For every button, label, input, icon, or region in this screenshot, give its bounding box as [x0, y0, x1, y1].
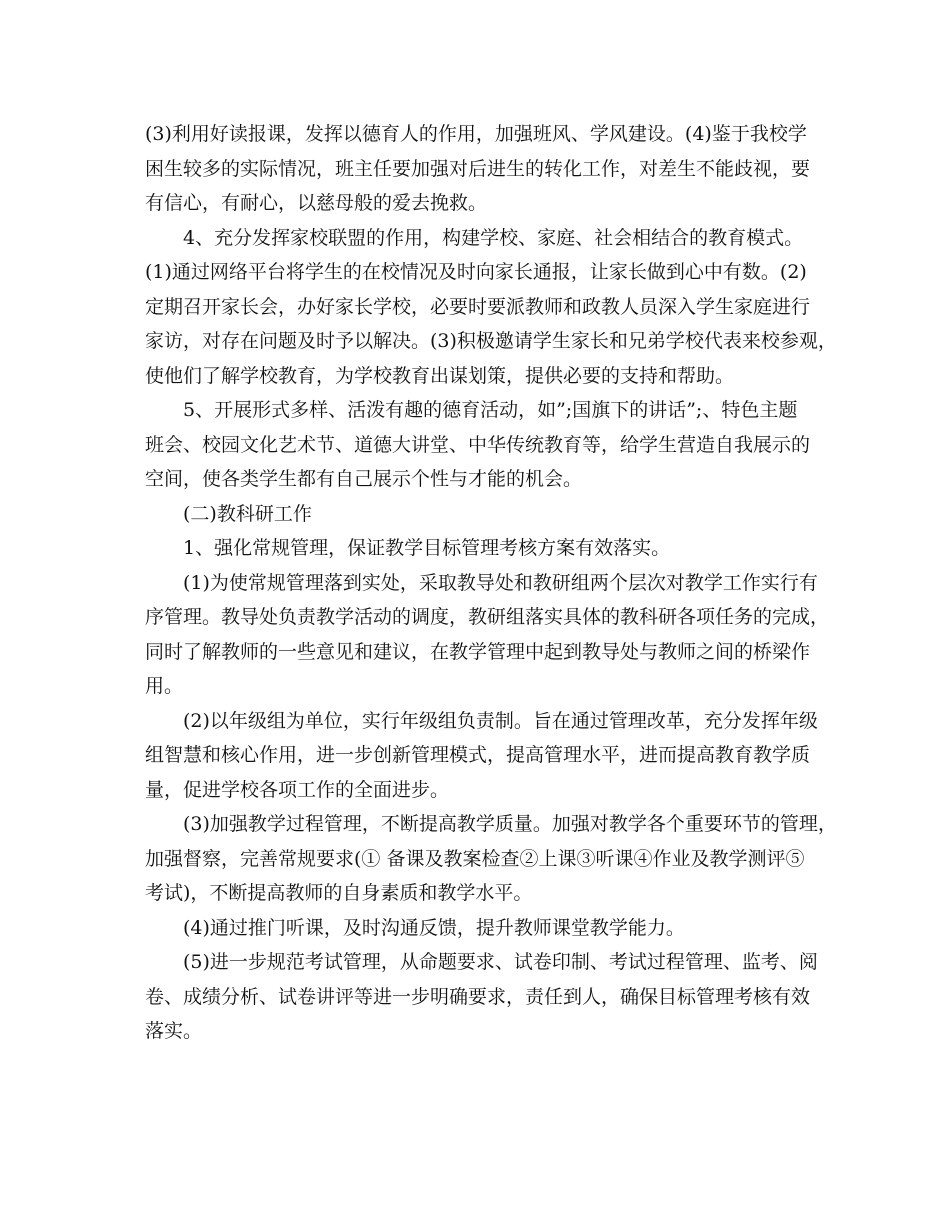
text-line: 空间，使各类学生都有自己展示个性与才能的机会。 — [145, 468, 583, 490]
text-line: 落实。 — [145, 1020, 203, 1042]
text-line: 使他们了解学校教育，为学校教育出谋划策，提供必要的支持和帮助。 — [145, 364, 735, 387]
document-body — [145, 117, 837, 1049]
text-line: 组智慧和核心作用，进一步创新管理模式，提高管理水平，进而提高教育教学质 — [145, 744, 811, 766]
text-line: 加强督察，完善常规要求(① 备课及教案检查②上课③听课④作业及教学测评⑤ — [145, 847, 805, 870]
text-line: (二)教科研工作 — [183, 502, 312, 525]
text-line: 用。 — [145, 675, 184, 697]
text-line: 4、充分发挥家校联盟的作用，构建学校、家庭、社会相结合的教育模式。 — [183, 226, 804, 249]
text-line: 班会、校园文化艺术节、道德大讲堂、中华传统教育等，给学生营造自我展示的 — [145, 433, 811, 456]
text-line: 有信心，有耐心，以慈母般的爱去挽救。 — [145, 192, 488, 214]
text-line: 序管理。教导处负责教学活动的调度，教研组落实具体的教科研各项任务的完成， — [145, 606, 830, 628]
text-line: (3)加强教学过程管理，不断提高教学质量。加强对教学各个重要环节的管理， — [183, 813, 837, 835]
text-line: (5)进一步规范考试管理，从命题要求、试卷印制、考试过程管理、监考、阅 — [183, 951, 818, 973]
text-line: 困生较多的实际情况，班主任要加强对后进生的转化工作，对差生不能歧视，要 — [145, 157, 811, 180]
text-line: (2)以年级组为单位，实行年级组负责制。旨在通过管理改革，充分发挥年级 — [183, 709, 818, 732]
text-line: (3)利用好读报课，发挥以德育人的作用，加强班风、学风建设。(4)鉴于我校学 — [145, 123, 807, 145]
text-line: (4)通过推门听课，及时沟通反馈，提升教师课堂教学能力。 — [183, 916, 685, 939]
text-line: 1、强化常规管理，保证教学目标管理考核方案有效落实。 — [183, 537, 671, 559]
text-line: 家访，对存在问题及时予以解决。(3)积极邀请学生家长和兄弟学校代表来校参观， — [145, 330, 837, 352]
text-line: 考试)，不断提高教师的自身素质和教学水平。 — [145, 882, 533, 904]
text-line: 5、开展形式多样、活泼有趣的德育活动，如”;国旗下的讲话”;、特色主题 — [183, 399, 798, 421]
text-line: (1)通过网络平台将学生的在校情况及时向家长通报，让家长做到心中有数。(2) — [145, 261, 807, 283]
text-line: 同时了解教师的一些意见和建议，在教学管理中起到教导处与教师之间的桥梁作 — [145, 640, 811, 663]
text-line: 量，促进学校各项工作的全面进步。 — [145, 778, 450, 801]
text-line: 定期召开家长会，办好家长学校，必要时要派教师和政教人员深入学生家庭进行 — [145, 295, 811, 318]
text-line: (1)为使常规管理落到实处，采取教导处和教研组两个层次对教学工作实行有 — [183, 571, 818, 594]
text-line: 卷、成绩分析、试卷讲评等进一步明确要求，责任到人，确保目标管理考核有效 — [145, 985, 811, 1008]
